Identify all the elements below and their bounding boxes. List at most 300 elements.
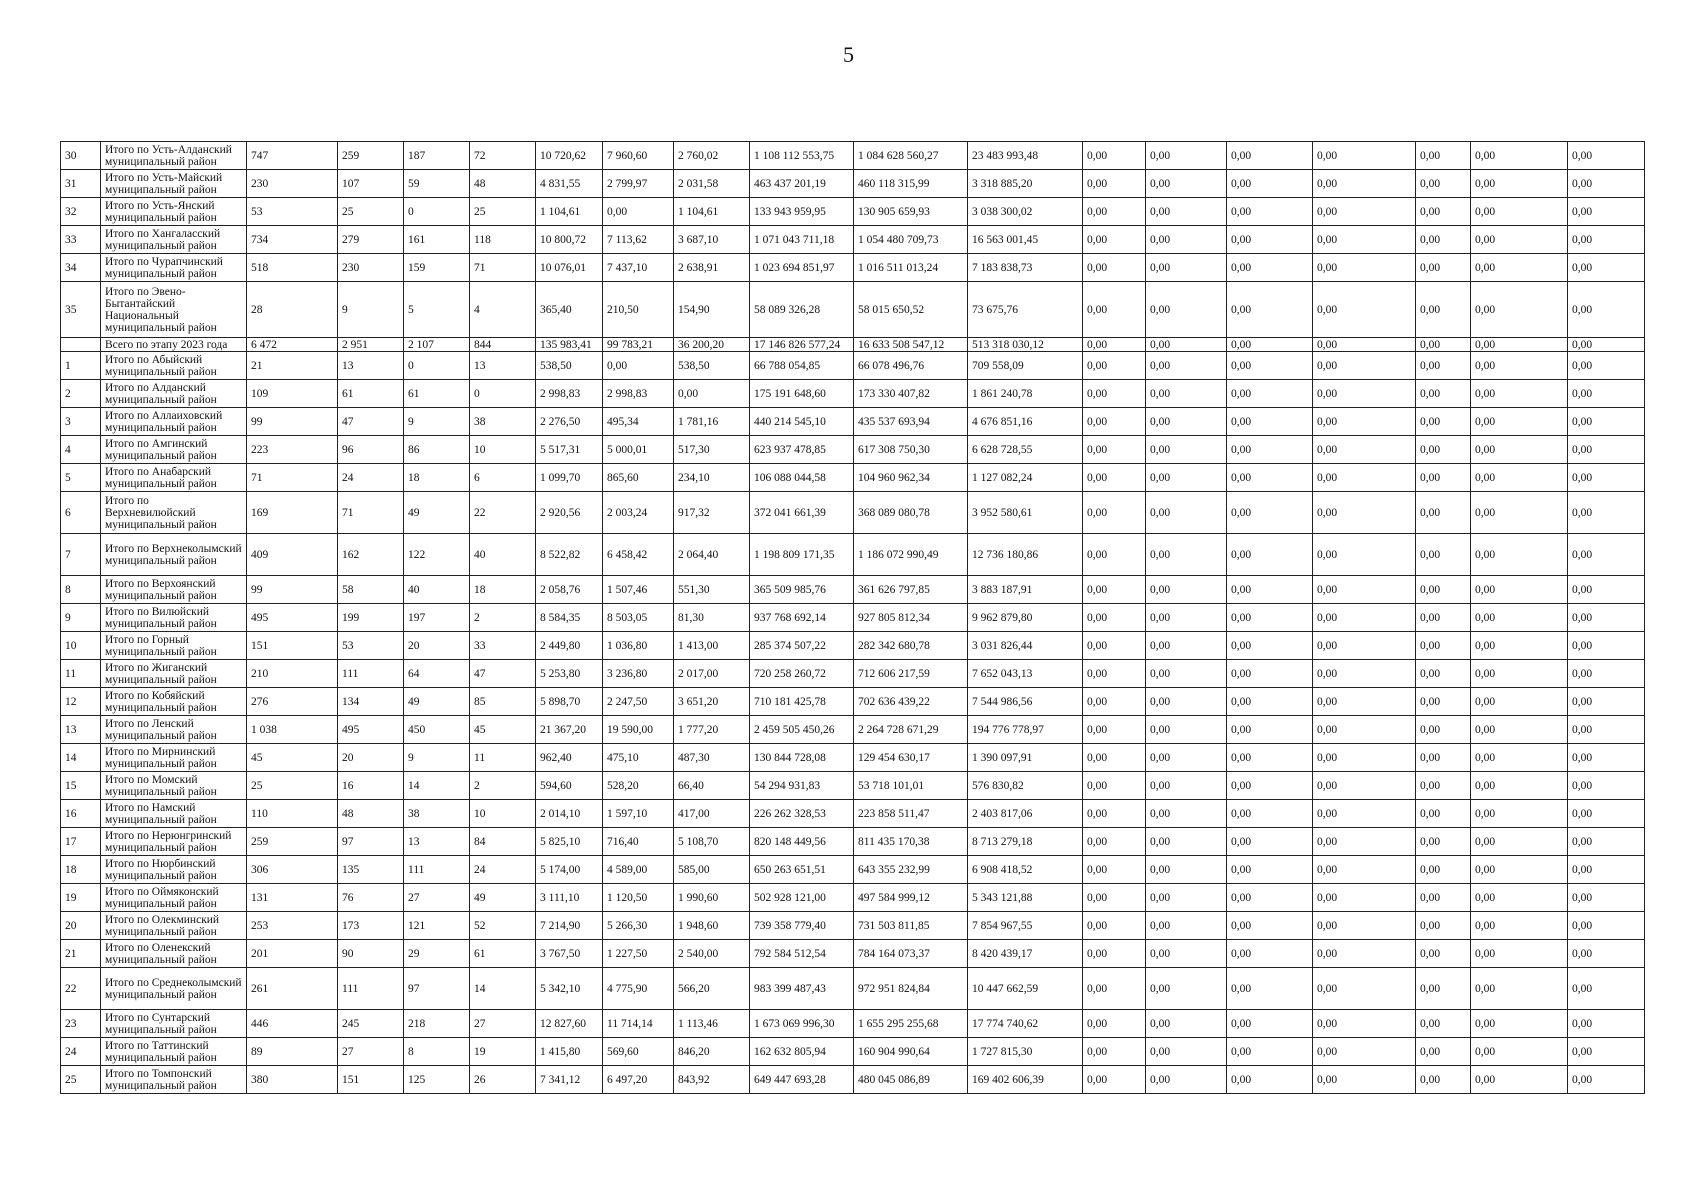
value-cell: 0,00 (1313, 884, 1416, 912)
table-row (61, 632, 1645, 660)
value-cell: 130 905 659,93 (854, 198, 968, 226)
value-cell: 0,00 (1416, 198, 1471, 226)
row-number: 32 (61, 198, 101, 226)
value-cell: 97 (404, 968, 470, 1010)
value-cell: 0,00 (1146, 254, 1227, 282)
row-number: 8 (61, 576, 101, 604)
row-number: 9 (61, 604, 101, 632)
value-cell: 122 (404, 534, 470, 576)
value-cell: 259 (247, 828, 338, 856)
value-cell: 0 (404, 352, 470, 380)
value-cell: 0,00 (1083, 1038, 1146, 1066)
value-cell: 161 (404, 226, 470, 254)
value-cell: 1 127 082,24 (968, 464, 1083, 492)
value-cell: 2 064,40 (674, 534, 750, 576)
value-cell: 0,00 (1146, 968, 1227, 1010)
value-cell: 49 (404, 688, 470, 716)
value-cell: 1 054 480 709,73 (854, 226, 968, 254)
value-cell: 0,00 (1146, 828, 1227, 856)
value-cell: 6 (470, 464, 536, 492)
district-name: Итого по Чурапчинский муниципальный район (101, 254, 247, 282)
value-cell: 47 (470, 660, 536, 688)
value-cell: 495 (338, 716, 404, 744)
value-cell: 3 038 300,02 (968, 198, 1083, 226)
value-cell: 0,00 (1416, 352, 1471, 380)
table-row (61, 884, 1645, 912)
value-cell: 0,00 (1568, 142, 1645, 170)
value-cell: 0,00 (1146, 142, 1227, 170)
district-name: Итого по Нюрбинский муниципальный район (101, 856, 247, 884)
row-number: 34 (61, 254, 101, 282)
value-cell: 0,00 (1313, 338, 1416, 352)
value-cell: 2 264 728 671,29 (854, 716, 968, 744)
value-cell: 538,50 (536, 352, 603, 380)
value-cell: 475,10 (603, 744, 674, 772)
value-cell: 25 (338, 198, 404, 226)
table-row (61, 436, 1645, 464)
value-cell: 10 447 662,59 (968, 968, 1083, 1010)
value-cell: 0,00 (1568, 226, 1645, 254)
value-cell: 739 358 779,40 (750, 912, 854, 940)
value-cell: 0,00 (1146, 534, 1227, 576)
value-cell: 5 342,10 (536, 968, 603, 1010)
value-cell: 0,00 (1471, 744, 1568, 772)
value-cell: 111 (338, 660, 404, 688)
value-cell: 0,00 (1416, 1038, 1471, 1066)
value-cell: 440 214 545,10 (750, 408, 854, 436)
value-cell: 0,00 (1416, 912, 1471, 940)
value-cell: 0,00 (1416, 884, 1471, 912)
value-cell: 2 247,50 (603, 688, 674, 716)
value-cell: 0,00 (1471, 534, 1568, 576)
row-number: 7 (61, 534, 101, 576)
value-cell: 0,00 (1568, 282, 1645, 338)
value-cell: 0,00 (1227, 716, 1313, 744)
district-name: Итого по Оймяконский муниципальный район (101, 884, 247, 912)
value-cell: 1 507,46 (603, 576, 674, 604)
value-cell: 160 904 990,64 (854, 1038, 968, 1066)
district-name: Итого по Амгинский муниципальный район (101, 436, 247, 464)
value-cell: 566,20 (674, 968, 750, 1010)
value-cell: 450 (404, 716, 470, 744)
value-cell: 0,00 (1568, 856, 1645, 884)
value-cell: 99 (247, 408, 338, 436)
table-row (61, 142, 1645, 170)
value-cell: 2 058,76 (536, 576, 603, 604)
value-cell: 0,00 (1416, 828, 1471, 856)
value-cell: 0,00 (1416, 254, 1471, 282)
value-cell: 85 (470, 688, 536, 716)
value-cell: 2 760,02 (674, 142, 750, 170)
value-cell: 0,00 (1227, 1010, 1313, 1038)
value-cell: 710 181 425,78 (750, 688, 854, 716)
value-cell: 0,00 (1146, 632, 1227, 660)
value-cell: 159 (404, 254, 470, 282)
value-cell: 24 (338, 464, 404, 492)
value-cell: 49 (404, 492, 470, 534)
value-cell: 8 503,05 (603, 604, 674, 632)
value-cell: 7 214,90 (536, 912, 603, 940)
value-cell: 0,00 (1471, 408, 1568, 436)
value-cell: 551,30 (674, 576, 750, 604)
row-number: 13 (61, 716, 101, 744)
value-cell: 7 437,10 (603, 254, 674, 282)
value-cell: 111 (338, 968, 404, 1010)
value-cell: 4 589,00 (603, 856, 674, 884)
value-cell: 9 (338, 282, 404, 338)
value-cell: 0,00 (1083, 226, 1146, 254)
value-cell: 5 108,70 (674, 828, 750, 856)
value-cell: 9 962 879,80 (968, 604, 1083, 632)
value-cell: 1 198 809 171,35 (750, 534, 854, 576)
value-cell: 594,60 (536, 772, 603, 800)
value-cell: 538,50 (674, 352, 750, 380)
value-cell: 0,00 (1568, 1038, 1645, 1066)
value-cell: 0,00 (1146, 912, 1227, 940)
value-cell: 121 (404, 912, 470, 940)
value-cell: 0,00 (1227, 940, 1313, 968)
value-cell: 1 036,80 (603, 632, 674, 660)
value-cell: 0,00 (1568, 492, 1645, 534)
value-cell: 0,00 (1568, 604, 1645, 632)
value-cell: 0,00 (1471, 254, 1568, 282)
value-cell: 0,00 (1227, 604, 1313, 632)
value-cell: 0,00 (1568, 408, 1645, 436)
value-cell: 409 (247, 534, 338, 576)
value-cell: 0,00 (1146, 338, 1227, 352)
table-row (61, 576, 1645, 604)
value-cell: 1 673 069 996,30 (750, 1010, 854, 1038)
value-cell: 0,00 (1568, 660, 1645, 688)
value-cell: 45 (247, 744, 338, 772)
district-name: Итого по Усть-Майский муниципальный район (101, 170, 247, 198)
value-cell: 1 727 815,30 (968, 1038, 1083, 1066)
value-cell: 495,34 (603, 408, 674, 436)
table-row (61, 380, 1645, 408)
table-row (61, 198, 1645, 226)
value-cell: 53 718 101,01 (854, 772, 968, 800)
value-cell: 27 (470, 1010, 536, 1038)
value-cell: 72 (470, 142, 536, 170)
value-cell: 187 (404, 142, 470, 170)
value-cell: 1 990,60 (674, 884, 750, 912)
value-cell: 47 (338, 408, 404, 436)
value-cell: 843,92 (674, 1066, 750, 1094)
value-cell: 0,00 (1568, 1010, 1645, 1038)
value-cell: 1 104,61 (536, 198, 603, 226)
value-cell: 983 399 487,43 (750, 968, 854, 1010)
value-cell: 1 186 072 990,49 (854, 534, 968, 576)
value-cell: 234,10 (674, 464, 750, 492)
district-name: Итого по Томпонский муниципальный район (101, 1066, 247, 1094)
value-cell: 650 263 651,51 (750, 856, 854, 884)
value-cell: 0,00 (1416, 856, 1471, 884)
district-name: Итого по Верхоянский муниципальный район (101, 576, 247, 604)
value-cell: 0,00 (1083, 716, 1146, 744)
value-cell: 0,00 (1083, 856, 1146, 884)
value-cell: 151 (247, 632, 338, 660)
row-number: 11 (61, 660, 101, 688)
value-cell: 0,00 (1146, 604, 1227, 632)
value-cell: 0,00 (1568, 688, 1645, 716)
value-cell: 649 447 693,28 (750, 1066, 854, 1094)
value-cell: 702 636 439,22 (854, 688, 968, 716)
value-cell: 0,00 (1227, 464, 1313, 492)
value-cell: 16 563 001,45 (968, 226, 1083, 254)
value-cell: 3 111,10 (536, 884, 603, 912)
value-cell: 0,00 (1227, 968, 1313, 1010)
value-cell: 2 998,83 (603, 380, 674, 408)
value-cell: 12 827,60 (536, 1010, 603, 1038)
value-cell: 14 (470, 968, 536, 1010)
value-cell: 0,00 (1313, 226, 1416, 254)
value-cell: 1 104,61 (674, 198, 750, 226)
value-cell: 0,00 (1416, 660, 1471, 688)
value-cell: 1 023 694 851,97 (750, 254, 854, 282)
value-cell: 495 (247, 604, 338, 632)
value-cell: 0,00 (1568, 534, 1645, 576)
value-cell: 2 920,56 (536, 492, 603, 534)
value-cell: 17 146 826 577,24 (750, 338, 854, 352)
value-cell: 135 983,41 (536, 338, 603, 352)
value-cell: 0,00 (1227, 856, 1313, 884)
district-name: Итого по Олекминский муниципальный район (101, 912, 247, 940)
value-cell: 0,00 (1146, 576, 1227, 604)
value-cell: 734 (247, 226, 338, 254)
value-cell: 1 777,20 (674, 716, 750, 744)
value-cell: 173 330 407,82 (854, 380, 968, 408)
value-cell: 716,40 (603, 828, 674, 856)
value-cell: 0,00 (1146, 170, 1227, 198)
table-row (61, 772, 1645, 800)
value-cell: 1 099,70 (536, 464, 603, 492)
value-cell: 962,40 (536, 744, 603, 772)
row-number: 18 (61, 856, 101, 884)
value-cell: 0,00 (1313, 604, 1416, 632)
value-cell: 13 (404, 828, 470, 856)
value-cell: 361 626 797,85 (854, 576, 968, 604)
value-cell: 6 628 728,55 (968, 436, 1083, 464)
value-cell: 1 390 097,91 (968, 744, 1083, 772)
value-cell: 0,00 (1227, 884, 1313, 912)
value-cell: 38 (404, 800, 470, 828)
value-cell: 0,00 (603, 352, 674, 380)
value-cell: 380 (247, 1066, 338, 1094)
value-cell: 1 120,50 (603, 884, 674, 912)
value-cell: 0,00 (1227, 828, 1313, 856)
value-cell: 917,32 (674, 492, 750, 534)
value-cell: 569,60 (603, 1038, 674, 1066)
value-cell: 0,00 (1471, 688, 1568, 716)
value-cell: 0,00 (1416, 604, 1471, 632)
value-cell: 0,00 (1083, 142, 1146, 170)
value-cell: 29 (404, 940, 470, 968)
value-cell: 38 (470, 408, 536, 436)
value-cell: 66,40 (674, 772, 750, 800)
value-cell: 1 113,46 (674, 1010, 750, 1038)
value-cell: 0,00 (1227, 1038, 1313, 1066)
value-cell: 8 420 439,17 (968, 940, 1083, 968)
value-cell: 169 (247, 492, 338, 534)
value-cell: 135 (338, 856, 404, 884)
value-cell: 731 503 811,85 (854, 912, 968, 940)
value-cell: 194 776 778,97 (968, 716, 1083, 744)
value-cell: 0,00 (1416, 226, 1471, 254)
value-cell: 0,00 (1313, 744, 1416, 772)
table-row (61, 534, 1645, 576)
value-cell: 0,00 (1083, 198, 1146, 226)
value-cell: 0,00 (1568, 436, 1645, 464)
district-name: Итого по Анабарский муниципальный район (101, 464, 247, 492)
row-number: 5 (61, 464, 101, 492)
value-cell: 48 (470, 170, 536, 198)
row-number (61, 338, 101, 352)
value-cell: 0,00 (1568, 744, 1645, 772)
value-cell: 0 (404, 198, 470, 226)
value-cell: 0,00 (1227, 282, 1313, 338)
value-cell: 0,00 (1313, 856, 1416, 884)
district-name: Итого по Мирнинский муниципальный район (101, 744, 247, 772)
value-cell: 0,00 (1568, 254, 1645, 282)
district-name: Итого по Нерюнгринский муниципальный район (101, 828, 247, 856)
value-cell: 81,30 (674, 604, 750, 632)
value-cell: 130 844 728,08 (750, 744, 854, 772)
value-cell: 365 509 985,76 (750, 576, 854, 604)
value-cell: 2 (470, 604, 536, 632)
value-cell: 10 800,72 (536, 226, 603, 254)
value-cell: 0,00 (1083, 492, 1146, 534)
row-number: 30 (61, 142, 101, 170)
value-cell: 0,00 (1146, 1066, 1227, 1094)
value-cell: 0,00 (1471, 912, 1568, 940)
value-cell: 0,00 (1227, 576, 1313, 604)
value-cell: 2 638,91 (674, 254, 750, 282)
value-cell: 0,00 (1568, 884, 1645, 912)
value-cell: 2 998,83 (536, 380, 603, 408)
value-cell: 86 (404, 436, 470, 464)
value-cell: 12 736 180,86 (968, 534, 1083, 576)
row-number: 10 (61, 632, 101, 660)
value-cell: 0,00 (1416, 632, 1471, 660)
value-cell: 0,00 (1083, 632, 1146, 660)
value-cell: 820 148 449,56 (750, 828, 854, 856)
value-cell: 22 (470, 492, 536, 534)
value-cell: 0,00 (1083, 352, 1146, 380)
table-row (61, 968, 1645, 1010)
district-name: Итого по Жиганский муниципальный район (101, 660, 247, 688)
value-cell: 230 (338, 254, 404, 282)
district-name: Итого по Верхневилюйский муниципальный район (101, 492, 247, 534)
value-cell: 0,00 (1227, 772, 1313, 800)
value-cell: 3 952 580,61 (968, 492, 1083, 534)
value-cell: 53 (338, 632, 404, 660)
value-cell: 8 713 279,18 (968, 828, 1083, 856)
value-cell: 199 (338, 604, 404, 632)
value-cell: 0,00 (1313, 352, 1416, 380)
row-number: 22 (61, 968, 101, 1010)
value-cell: 0,00 (1146, 660, 1227, 688)
value-cell: 487,30 (674, 744, 750, 772)
value-cell: 0,00 (1416, 408, 1471, 436)
value-cell: 0,00 (1313, 716, 1416, 744)
value-cell: 0,00 (1146, 380, 1227, 408)
value-cell: 0,00 (1146, 716, 1227, 744)
value-cell: 169 402 606,39 (968, 1066, 1083, 1094)
value-cell: 0,00 (1471, 632, 1568, 660)
district-name: Итого по Алданский муниципальный район (101, 380, 247, 408)
value-cell: 502 928 121,00 (750, 884, 854, 912)
value-cell: 1 597,10 (603, 800, 674, 828)
value-cell: 0,00 (1146, 1010, 1227, 1038)
value-cell: 5 343 121,88 (968, 884, 1083, 912)
value-cell: 104 960 962,34 (854, 464, 968, 492)
value-cell: 66 078 496,76 (854, 352, 968, 380)
value-cell: 0,00 (1568, 198, 1645, 226)
value-cell: 0,00 (1083, 1010, 1146, 1038)
value-cell: 76 (338, 884, 404, 912)
value-cell: 61 (404, 380, 470, 408)
value-cell: 0,00 (1416, 800, 1471, 828)
value-cell: 1 038 (247, 716, 338, 744)
value-cell: 0,00 (1416, 380, 1471, 408)
value-cell: 0,00 (1313, 492, 1416, 534)
value-cell: 27 (338, 1038, 404, 1066)
value-cell: 480 045 086,89 (854, 1066, 968, 1094)
value-cell: 109 (247, 380, 338, 408)
value-cell: 106 088 044,58 (750, 464, 854, 492)
value-cell: 0,00 (1416, 1066, 1471, 1094)
value-cell: 372 041 661,39 (750, 492, 854, 534)
value-cell: 6 458,42 (603, 534, 674, 576)
table-row (61, 940, 1645, 968)
table-row (61, 408, 1645, 436)
value-cell: 0,00 (1568, 772, 1645, 800)
table-row (61, 464, 1645, 492)
value-cell: 25 (247, 772, 338, 800)
value-cell: 7 113,62 (603, 226, 674, 254)
table-row (61, 660, 1645, 688)
value-cell: 1 071 043 711,18 (750, 226, 854, 254)
value-cell: 0,00 (1471, 800, 1568, 828)
value-cell: 49 (470, 884, 536, 912)
value-cell: 0,00 (1083, 380, 1146, 408)
value-cell: 0,00 (1313, 772, 1416, 800)
value-cell: 0,00 (1146, 688, 1227, 716)
value-cell: 306 (247, 856, 338, 884)
row-number: 15 (61, 772, 101, 800)
row-number: 12 (61, 688, 101, 716)
value-cell: 71 (470, 254, 536, 282)
value-cell: 747 (247, 142, 338, 170)
value-cell: 3 883 187,91 (968, 576, 1083, 604)
value-cell: 0,00 (1083, 940, 1146, 968)
value-cell: 21 (247, 352, 338, 380)
value-cell: 368 089 080,78 (854, 492, 968, 534)
value-cell: 497 584 999,12 (854, 884, 968, 912)
district-name: Итого по Эвено-Бытантайский Национальный муниципальный район (101, 282, 247, 338)
value-cell: 21 367,20 (536, 716, 603, 744)
table-row (61, 254, 1645, 282)
value-cell: 1 227,50 (603, 940, 674, 968)
value-cell: 0,00 (1227, 352, 1313, 380)
value-cell: 0,00 (1313, 534, 1416, 576)
page-number: 5 (843, 42, 854, 67)
value-cell: 48 (338, 800, 404, 828)
value-cell: 0,00 (1471, 716, 1568, 744)
value-cell: 0,00 (1416, 170, 1471, 198)
value-cell: 0,00 (1083, 800, 1146, 828)
table-row (61, 226, 1645, 254)
